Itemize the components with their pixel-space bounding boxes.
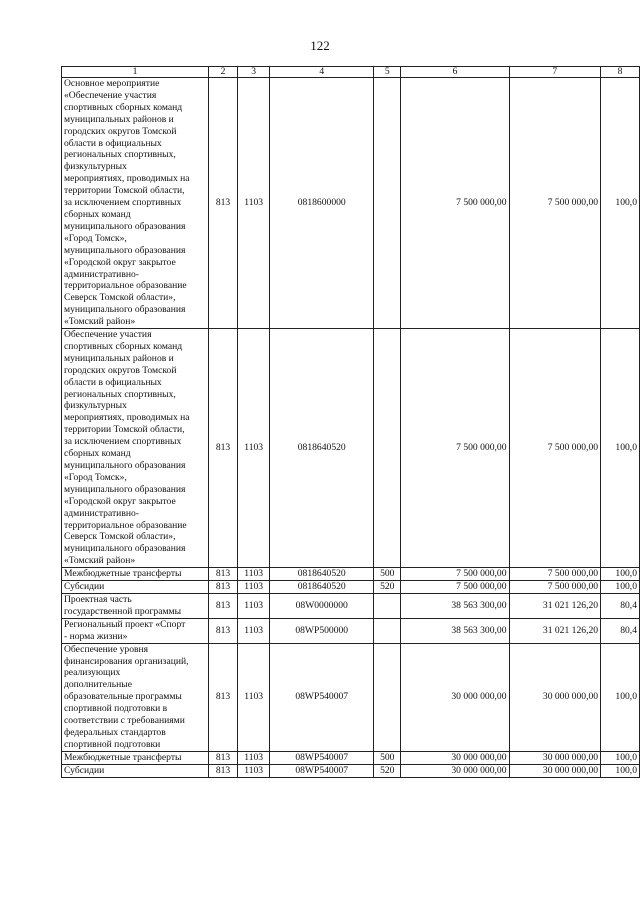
planned-amount-cell: 7 500 000,00 [401,568,509,581]
section-code-cell: 1103 [238,643,270,751]
admin-code-cell: 813 [208,751,237,764]
section-code-cell: 1103 [238,618,270,643]
expense-type-cell: 500 [374,751,401,764]
row-name-cell: Субсидии [62,581,209,594]
expense-type-cell: 500 [374,568,401,581]
planned-amount-cell: 7 500 000,00 [401,78,509,329]
expense-type-cell [374,78,401,329]
section-code-cell: 1103 [238,751,270,764]
table-row [62,618,640,643]
percent-cell: 100,0 [601,329,640,568]
actual-amount-cell: 30 000 000,00 [509,643,601,751]
admin-code-cell: 813 [208,329,237,568]
table-row [62,329,640,568]
planned-amount-cell: 7 500 000,00 [401,329,509,568]
actual-amount-cell: 7 500 000,00 [509,329,601,568]
planned-amount-cell: 30 000 000,00 [401,751,509,764]
planned-amount-cell: 38 563 300,00 [401,593,509,618]
target-article-cell: 08WP540007 [270,643,374,751]
admin-code-cell: 813 [208,581,237,594]
percent-cell: 100,0 [601,764,640,777]
row-name-cell: Межбюджетные трансферты [62,751,209,764]
admin-code-cell: 813 [208,764,237,777]
header-cell-3: 3 [238,67,270,78]
target-article-cell: 0818640520 [270,568,374,581]
section-code-cell: 1103 [238,581,270,594]
target-article-cell: 0818640520 [270,581,374,594]
target-article-cell: 08WP540007 [270,751,374,764]
row-name-cell: Региональный проект «Спорт - норма жизни» [62,618,209,643]
expense-type-cell [374,643,401,751]
table-row [62,78,640,329]
section-code-cell: 1103 [238,593,270,618]
table-row [62,643,640,751]
actual-amount-cell: 30 000 000,00 [509,764,601,777]
table-row [62,764,640,777]
budget-table [61,66,640,778]
header-cell-2: 2 [208,67,237,78]
expense-type-cell: 520 [374,764,401,777]
target-article-cell: 08W0000000 [270,593,374,618]
actual-amount-cell: 31 021 126,20 [509,593,601,618]
admin-code-cell: 813 [208,643,237,751]
table-row [62,581,640,594]
actual-amount-cell: 7 500 000,00 [509,78,601,329]
planned-amount-cell: 30 000 000,00 [401,643,509,751]
expense-type-cell: 520 [374,581,401,594]
table-row [62,568,640,581]
percent-cell: 80,4 [601,593,640,618]
actual-amount-cell: 31 021 126,20 [509,618,601,643]
header-cell-5: 5 [374,67,401,78]
target-article-cell: 0818640520 [270,329,374,568]
percent-cell: 80,4 [601,618,640,643]
expense-type-cell [374,593,401,618]
header-cell-7: 7 [509,67,601,78]
actual-amount-cell: 30 000 000,00 [509,751,601,764]
row-name-cell: Межбюджетные трансферты [62,568,209,581]
page-number: 122 [310,38,330,53]
actual-amount-cell: 7 500 000,00 [509,581,601,594]
admin-code-cell: 813 [208,618,237,643]
percent-cell: 100,0 [601,568,640,581]
percent-cell: 100,0 [601,751,640,764]
target-article-cell: 0818600000 [270,78,374,329]
table-row [62,751,640,764]
section-code-cell: 1103 [238,568,270,581]
section-code-cell: 1103 [238,764,270,777]
percent-cell: 100,0 [601,581,640,594]
section-code-cell: 1103 [238,329,270,568]
header-cell-1: 1 [62,67,209,78]
planned-amount-cell: 7 500 000,00 [401,581,509,594]
planned-amount-cell: 38 563 300,00 [401,618,509,643]
section-code-cell: 1103 [238,78,270,329]
row-name-cell: Проектная часть государственной программы [62,593,209,618]
admin-code-cell: 813 [208,78,237,329]
percent-cell: 100,0 [601,643,640,751]
row-name-cell: Обеспечение уровня финансирования организаций, реализующих дополнительные образовательные программы спортивной подготовки в соответствии с требованиями федеральных стандартов спортивной подготовки [62,643,209,751]
expense-type-cell [374,329,401,568]
expense-type-cell [374,618,401,643]
row-name-cell: Субсидии [62,764,209,777]
target-article-cell: 08WP540007 [270,764,374,777]
row-name-cell: Обеспечение участия спортивных сборных команд муниципальных районов и городских округов Томской области в официальных региональных спортивных, физкультурных мероприятиях, проводимых на территории Томской области, за исключением спортивных сборных команд муниципального образования «Город Томск», муниципального образования «Городской округ закрытое административно- территориальное образование Северск Томской области», муниципального образования «Томский район» [62,329,209,568]
header-row [62,67,640,78]
row-name-cell: Основное мероприятие «Обеспечение участия спортивных сборных команд муниципальных районов и городских округов Томской области в официальных региональных спортивных, физкультурных мероприятиях, проводимых на территории Томской области, за исключением спортивных сборных команд муниципального образования «Город Томск», муниципального образования «Городской округ закрытое административно- территориальное образование Северск Томской области», муниципального образования «Томский район» [62,78,209,329]
target-article-cell: 08WP500000 [270,618,374,643]
table-row [62,593,640,618]
actual-amount-cell: 7 500 000,00 [509,568,601,581]
header-cell-8: 8 [601,67,640,78]
header-cell-4: 4 [270,67,374,78]
header-cell-6: 6 [401,67,509,78]
percent-cell: 100,0 [601,78,640,329]
admin-code-cell: 813 [208,593,237,618]
planned-amount-cell: 30 000 000,00 [401,764,509,777]
admin-code-cell: 813 [208,568,237,581]
